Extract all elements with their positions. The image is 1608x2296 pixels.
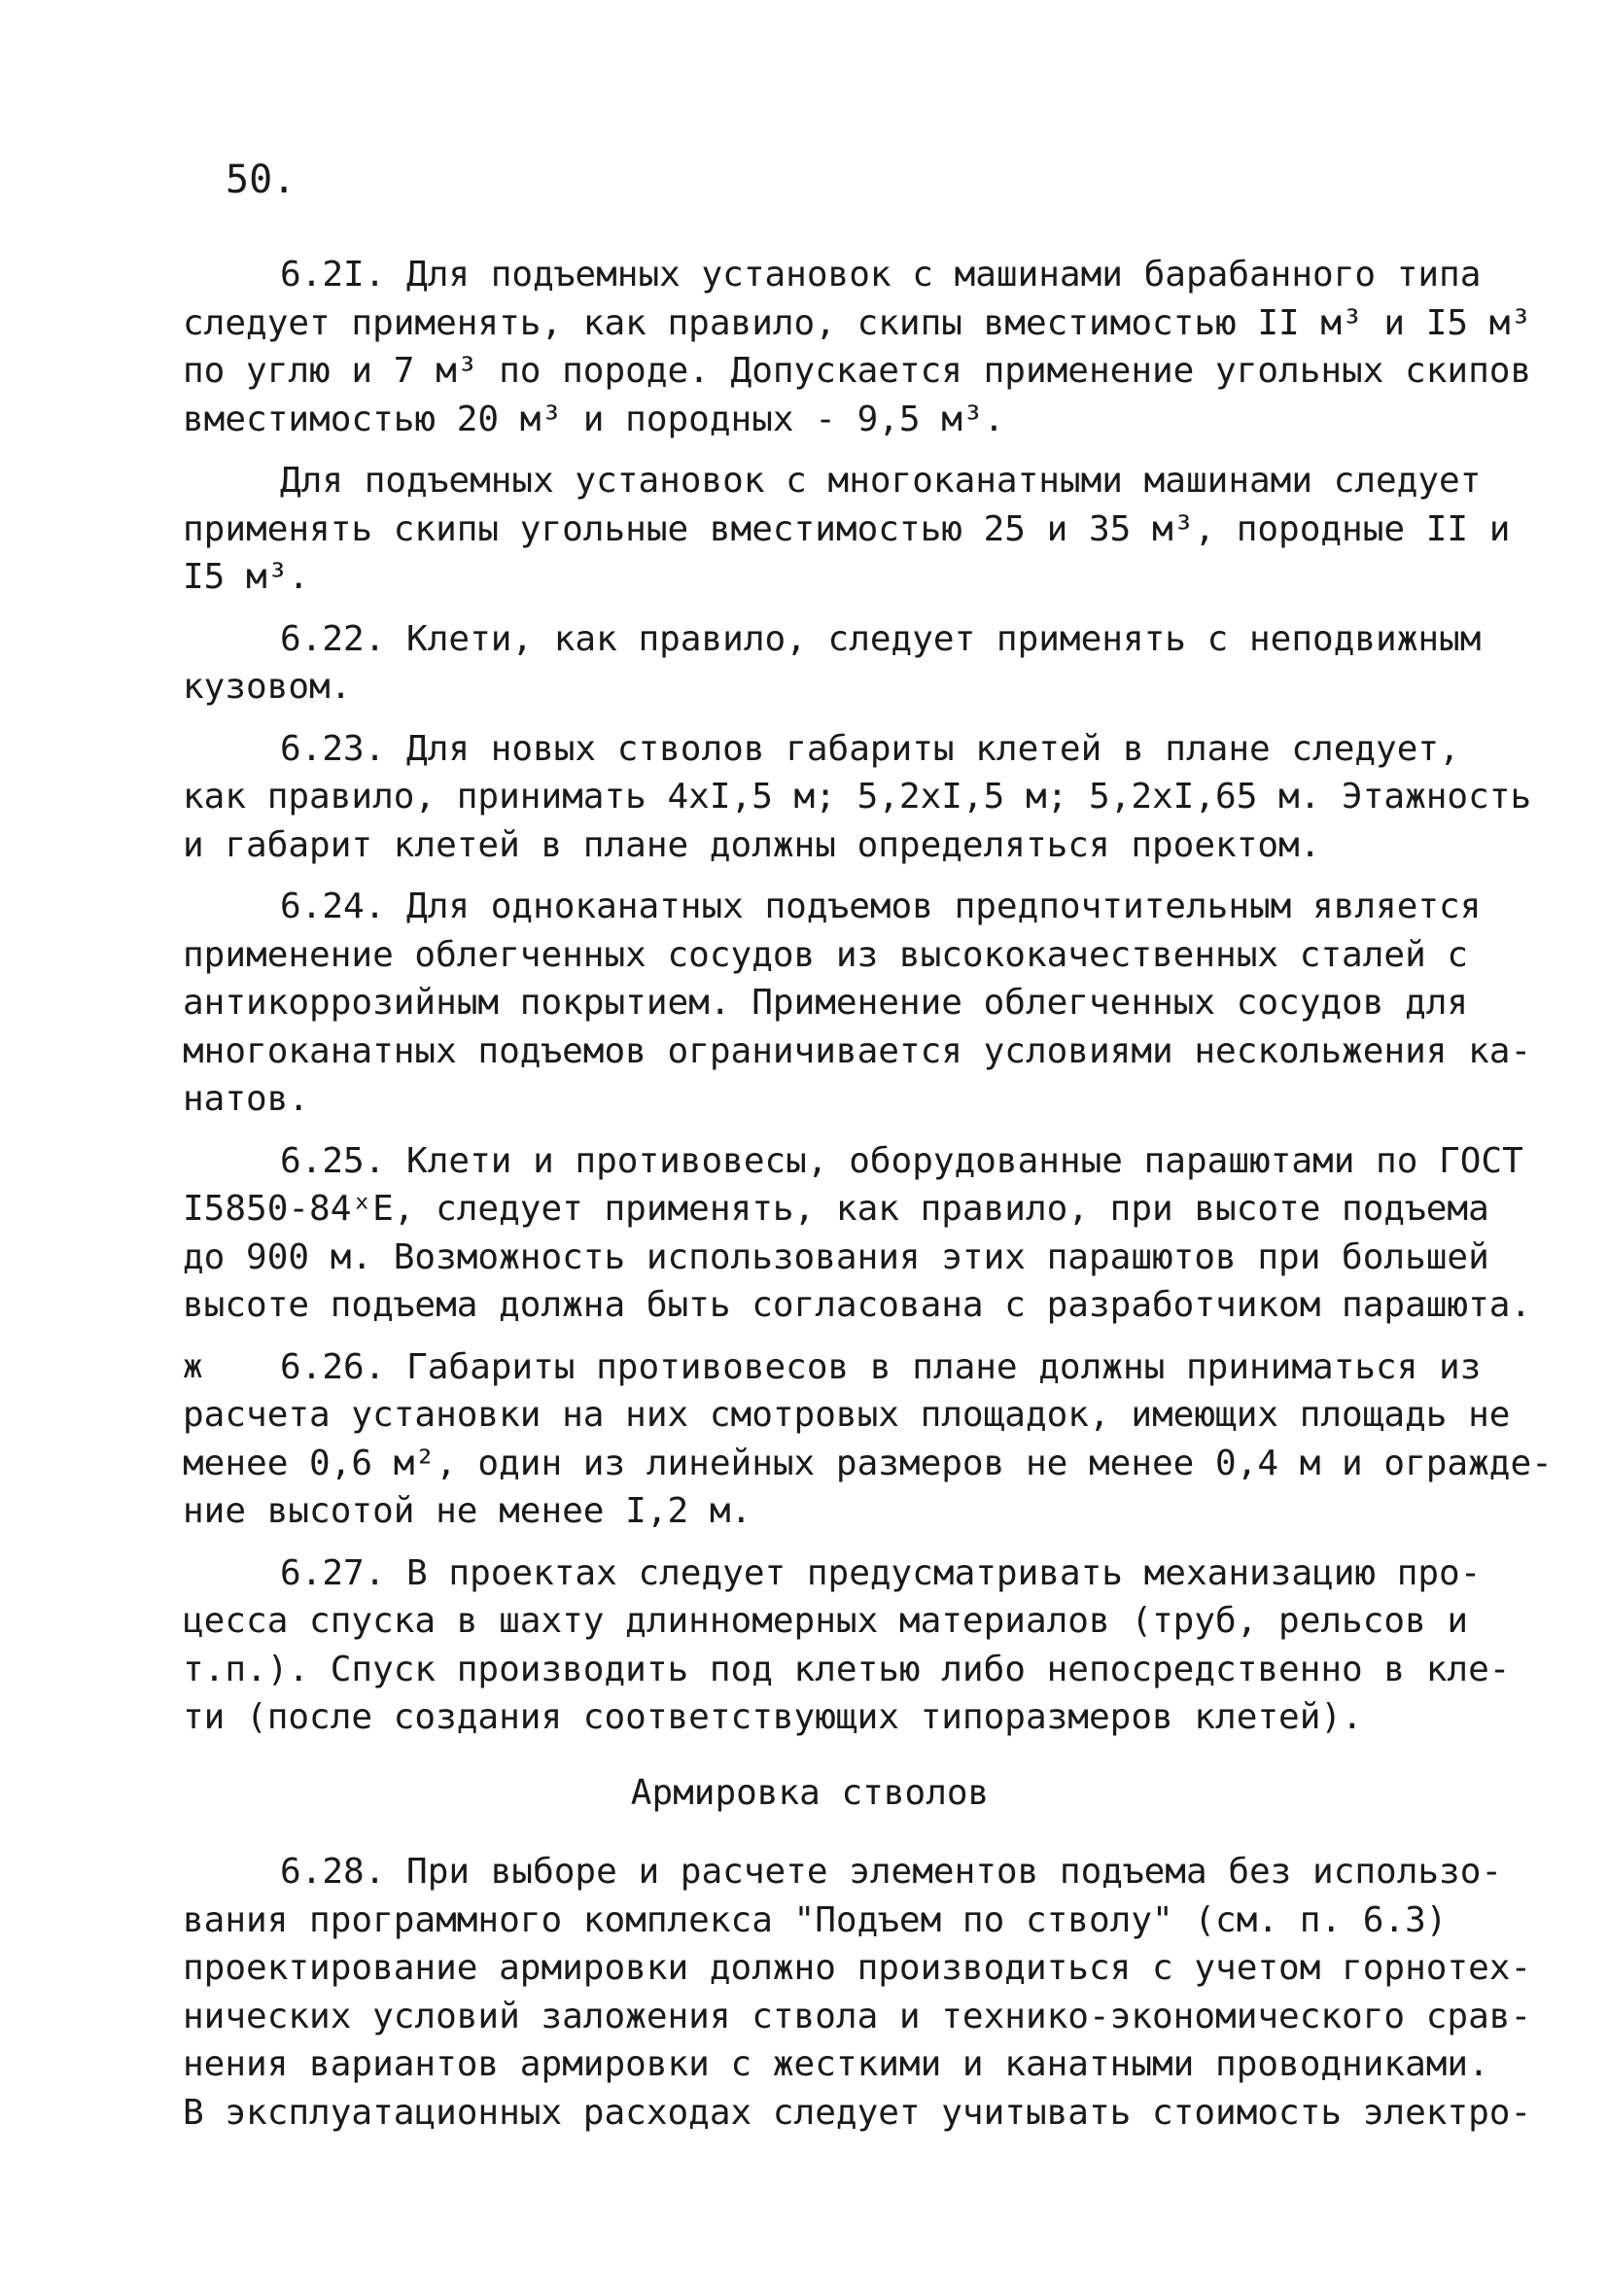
text-line: и габарит клетей в плане должны определяться проектом. xyxy=(183,824,1321,865)
text-line: I5 м³. xyxy=(183,557,310,597)
text-line: Для подъемных установок с многоканатными машинами следует xyxy=(280,461,1482,501)
text-line: как правило, принимать 4хI,5 м; 5,2хI,5 м; 5,2хI,65 м. Этажность xyxy=(183,777,1532,817)
paragraph-6-21-continued xyxy=(183,457,1511,602)
text-line: цесса спуска в шахту длинномерных материалов (труб, рельсов и xyxy=(183,1601,1469,1641)
document-body xyxy=(183,251,1553,2150)
text-line: вместимостью 20 м³ и породных - 9,5 м³. xyxy=(183,399,1005,439)
paragraph-6-28 xyxy=(183,1848,1532,2137)
paragraph-6-25 xyxy=(183,1137,1532,1330)
change-mark: ж xyxy=(183,1346,203,1386)
paragraph-6-21 xyxy=(183,251,1532,443)
paragraph-6-23 xyxy=(183,725,1532,870)
text-line: 6.28. При выборе и расчете элементов подъема без использо- xyxy=(280,1852,1503,1892)
text-line: 6.25. Клети и противовесы, оборудованные парашютами по ГОСТ xyxy=(280,1140,1523,1181)
text-line: 6.27. В проектах следует предусматривать механизацию про- xyxy=(280,1552,1482,1593)
text-line: нических условий заложения ствола и технико-экономического срав- xyxy=(183,1996,1532,2036)
text-line: 6.26. Габариты противовесов в плане должны приниматься из xyxy=(280,1346,1482,1387)
text-line: вания программного комплекса "Подъем по стволу" (см. п. 6.3) xyxy=(183,1899,1448,1940)
paragraph-6-22 xyxy=(183,615,1482,712)
text-line: нения вариантов армировки с жесткими и канатными проводниками. xyxy=(183,2044,1489,2084)
text-line: проектирование армировки должно производиться с учетом горнотех- xyxy=(183,1948,1532,1988)
text-line: 6.22. Клети, как правило, следует применять с неподвижным xyxy=(280,618,1482,659)
text-line: до 900 м. Возможность использования этих парашютов при большей xyxy=(183,1236,1489,1277)
text-line: по углю и 7 м³ по породе. Допускается применение угольных скипов xyxy=(183,351,1532,391)
paragraph-6-27 xyxy=(183,1549,1511,1742)
text-line: I5850-84ˣЕ, следует применять, как правило, при высоте подъема xyxy=(183,1189,1489,1229)
text-line: кузовом. xyxy=(183,667,352,707)
text-line: 6.23. Для новых стволов габариты клетей в плане следует, xyxy=(280,728,1460,769)
text-line: расчета установки на них смотровых площадок, имеющих площадь не xyxy=(183,1395,1511,1435)
text-line: применение облегченных сосудов из высококачественных сталей с xyxy=(183,934,1469,975)
text-line: антикоррозийным покрытием. Применение облегченных сосудов для xyxy=(183,983,1469,1023)
paragraph-6-26 xyxy=(183,1343,1553,1536)
text-line: ти (после создания соответствующих типоразмеров клетей). xyxy=(183,1697,1363,1737)
paragraph-6-24 xyxy=(183,883,1532,1124)
text-line: многоканатных подъемов ограничивается условиями нескольжения ка- xyxy=(183,1030,1532,1071)
text-line: т.п.). Спуск производить под клетью либо непосредственно в кле- xyxy=(183,1649,1511,1689)
section-heading: Армировка стволов xyxy=(630,1772,990,1813)
text-line: следует применять, как правило, скипы вместимостью II м³ и I5 м³ xyxy=(183,302,1532,343)
text-line: 6.2I. Для подъемных установок с машинами барабанного типа xyxy=(280,255,1482,295)
text-line: В эксплуатационных расходах следует учитывать стоимость электро- xyxy=(183,2092,1532,2133)
text-line: ние высотой не менее I,2 м. xyxy=(183,1491,752,1531)
text-line-marked xyxy=(183,1343,1482,1392)
text-line: 6.24. Для одноканатных подъемов предпочтительным является xyxy=(280,887,1482,926)
text-line: натов. xyxy=(183,1079,310,1119)
text-line: менее 0,6 м², один из линейных размеров не менее 0,4 м и огражде- xyxy=(183,1443,1553,1483)
text-line: применять скипы угольные вместимостью 25 и 35 м³, породные II и xyxy=(183,508,1511,549)
text-line: высоте подъема должна быть согласована с разработчиком парашюта. xyxy=(183,1285,1532,1325)
page-number: 50. xyxy=(226,157,297,202)
